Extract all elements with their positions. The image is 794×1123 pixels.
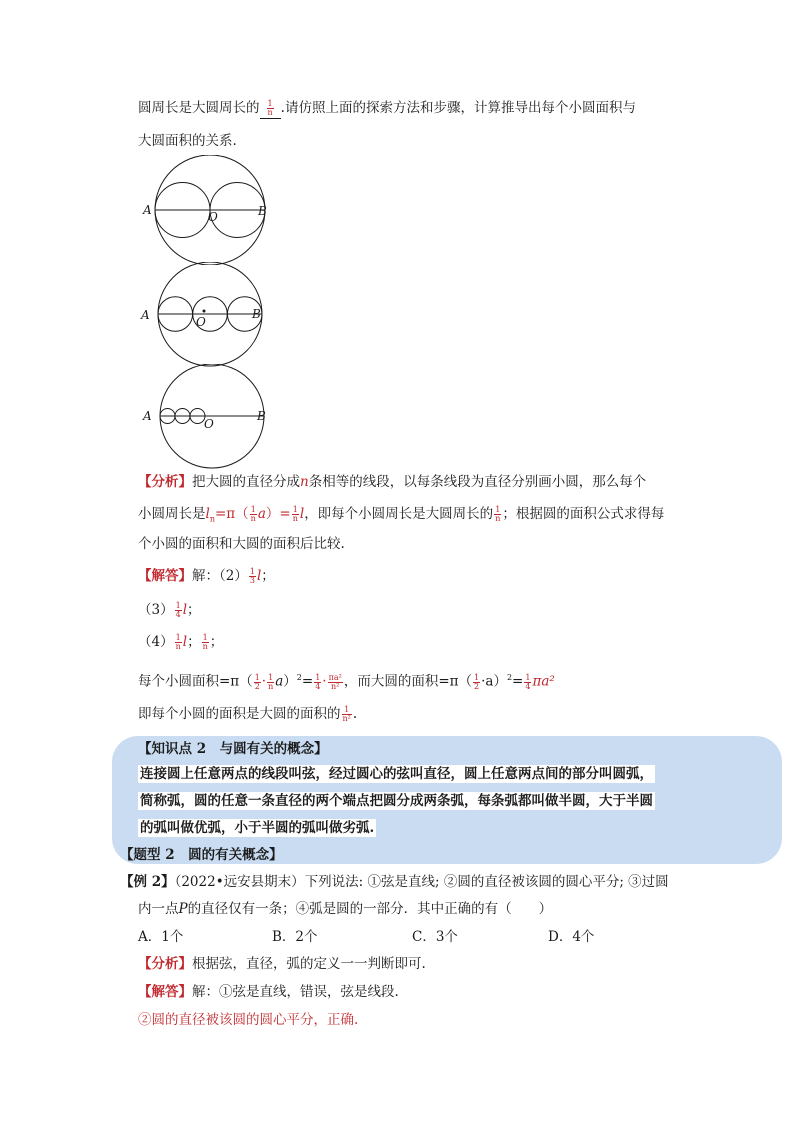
answer-text: ，而大圆的面积=π（ [343,673,473,690]
intro-text: 圆周长是大圆周长的 [138,100,260,116]
answer-text: （4） [138,634,174,650]
frac-den: n [268,681,274,691]
knowledge-text: 的弧叫做优弧，小于半圆的弧叫做劣弧. [140,820,375,836]
exponent: 2 [296,673,302,682]
example2-answer [138,982,399,1002]
analysis-tag: 【分析】 [138,474,192,490]
center-dot [203,310,206,313]
answer-text: 解：①弦是直线，错误，弦是线段. [192,984,399,1000]
var-n: n [300,474,309,490]
math: · [261,673,267,690]
knowledge-line-3 [138,818,376,838]
label-b: B [257,409,266,423]
fraction [473,674,480,691]
frac-den: n² [331,681,340,691]
frac-den: n [202,642,208,651]
math: πa² [532,673,555,690]
var-l: l [205,506,210,522]
option-c[interactable]: C．3个 [412,929,458,945]
var-p: P [178,901,188,917]
analysis-text: 条相等的线段，以每条线段为直径分别画小圆，那么每个 [308,474,647,490]
example-tag: 【例 2】 [120,874,175,890]
fraction [314,674,321,691]
var-l: l [299,506,305,522]
analysis-text: 根据弦，直径，弧的定义一一判断即可. [192,956,426,972]
fraction [175,602,182,619]
frac-num: 1 [315,672,321,682]
math: ）= [265,506,291,522]
var-a: a [275,673,284,690]
answer-text: ； [209,634,224,650]
math: =π（ [214,506,249,522]
answer-text: = [301,673,314,690]
label-o: O [208,210,218,224]
answer-text: 每个小圆面积=π（ [138,673,253,690]
answer-line-2 [138,600,201,620]
fraction [267,674,274,691]
answer-text: ； [187,634,201,650]
figure-two-circles [140,155,280,265]
frac-num: πa² [328,672,342,682]
fraction [524,674,531,691]
intro-line-2: 大圆面积的关系. [138,133,237,149]
label-b: B [252,307,261,321]
analysis-tag: 【分析】 [138,956,192,972]
fraction [494,506,501,523]
frac-num: 1 [175,601,181,610]
example2-answer-2: ②圆的直径被该圆的圆心平分，正确. [138,1012,359,1028]
fraction [202,634,209,651]
intro-line-1 [138,98,636,119]
fraction [175,634,182,651]
analysis-line-3: 个小圆的面积和大圆的面积后比较. [138,536,345,552]
frac-den: 4 [525,681,531,691]
frac-den: n² [342,714,351,723]
analysis-line-2 [138,504,664,530]
fraction [342,706,352,723]
label-a: A [141,308,150,322]
option-d[interactable]: D．4个 [548,929,595,945]
answer-line-1 [138,566,275,586]
intro-text: .请仿照上面的探索方法和步骤，计算推导出每个小圆面积与 [280,100,636,116]
var-l: l [182,634,188,650]
frac-den: n [250,514,256,523]
answer-text: ·a） [481,673,507,690]
math: · [322,673,327,690]
label-a: A [143,409,152,423]
frac-num: 1 [202,633,208,642]
example2-line-1 [120,872,669,892]
answer-area-line [138,668,555,692]
analysis-text: ；根据圆的面积公式求得每 [502,506,665,522]
answer-tag: 【解答】 [138,984,192,1000]
analysis-text: ，即每个小圆周长是大圆周长的 [304,506,494,522]
frac-num: 1 [267,99,273,108]
fraction [292,506,299,523]
frac-den: n [267,108,273,117]
var-l: l [182,602,188,618]
var-a: a [257,506,266,522]
frac-den: 2 [474,681,480,691]
analysis-text: 小圆周长是 [138,506,206,522]
frac-den: 3 [249,576,255,585]
fraction [250,506,257,523]
label-o: O [204,417,214,431]
example-text: 的直径仅有一条；④弧是圆的一部分．其中正确的有（ ） [187,901,553,917]
blank-fraction [267,100,274,117]
label-o: O [196,315,206,329]
answer-text: 即每个小圆的面积是大圆的面积的 [138,706,341,722]
analysis-text: 把大圆的直径分成 [192,474,300,490]
frac-num: 1 [250,505,256,514]
answer-conclusion [138,704,357,724]
answer-line-3 [138,632,223,652]
answer-blank [260,98,281,119]
example-text: 内一点 [138,901,179,917]
knowledge-title: 【知识点 2 与圆有关的概念】 [138,741,328,757]
frac-den: n [495,514,501,523]
knowledge-line-1 [138,764,655,784]
frac-den: n [175,642,181,651]
frac-num: 1 [495,505,501,514]
label-b: B [258,204,267,218]
example2-line-2 [138,899,552,919]
answer-text: 解：（2） [192,568,248,584]
exponent: 2 [506,673,513,682]
frac-num: 1 [254,672,260,682]
example2-analysis [138,954,426,974]
fraction [249,568,256,585]
answer-text: ； [261,568,275,584]
fraction [254,674,261,691]
frac-num: 1 [268,672,274,682]
frac-num: 1 [292,505,298,514]
frac-den: 2 [254,681,260,691]
answer-tag: 【解答】 [138,568,192,584]
knowledge-text: 连接圆上任意两点的线段叫弦，经过圆心的弦叫直径，圆上任意两点间的部分叫圆弧， [140,766,653,782]
option-b[interactable]: B．2个 [272,929,318,945]
frac-den: 4 [175,610,181,619]
frac-num: 1 [342,706,352,715]
answer-text: = [512,673,524,690]
answer-text: （3） [138,602,174,618]
answer-text: . [352,706,358,722]
frac-num: 1 [175,633,181,642]
fraction [328,674,343,691]
label-a: A [143,203,152,217]
var-l: l [256,568,262,584]
analysis-line-1 [138,472,646,492]
answer-text: ； [187,602,201,618]
frac-num: 1 [474,672,480,682]
var-sub: n [209,514,215,524]
example-text: （2022•远安县期末）下列说法: ①弦是直线; ②圆的直径被该圆的圆心平分; ③过圆 [174,874,669,890]
answer-text: ） [283,673,297,690]
knowledge-text: 简称弧，圆的任意一条直径的两个端点把圆分成两条弧，每条弧都叫做半圆，大于半圆 [140,793,653,809]
frac-num: 1 [525,672,531,682]
frac-den: n [292,514,298,523]
figure-many-circles [140,364,280,470]
frac-num: 1 [249,567,255,576]
type2-title: 【题型 2 圆的有关概念】 [120,847,283,863]
frac-den: 4 [315,681,321,691]
option-a[interactable]: A．1个 [138,929,184,945]
figure-three-circles [140,262,280,368]
knowledge-line-2 [138,791,655,811]
